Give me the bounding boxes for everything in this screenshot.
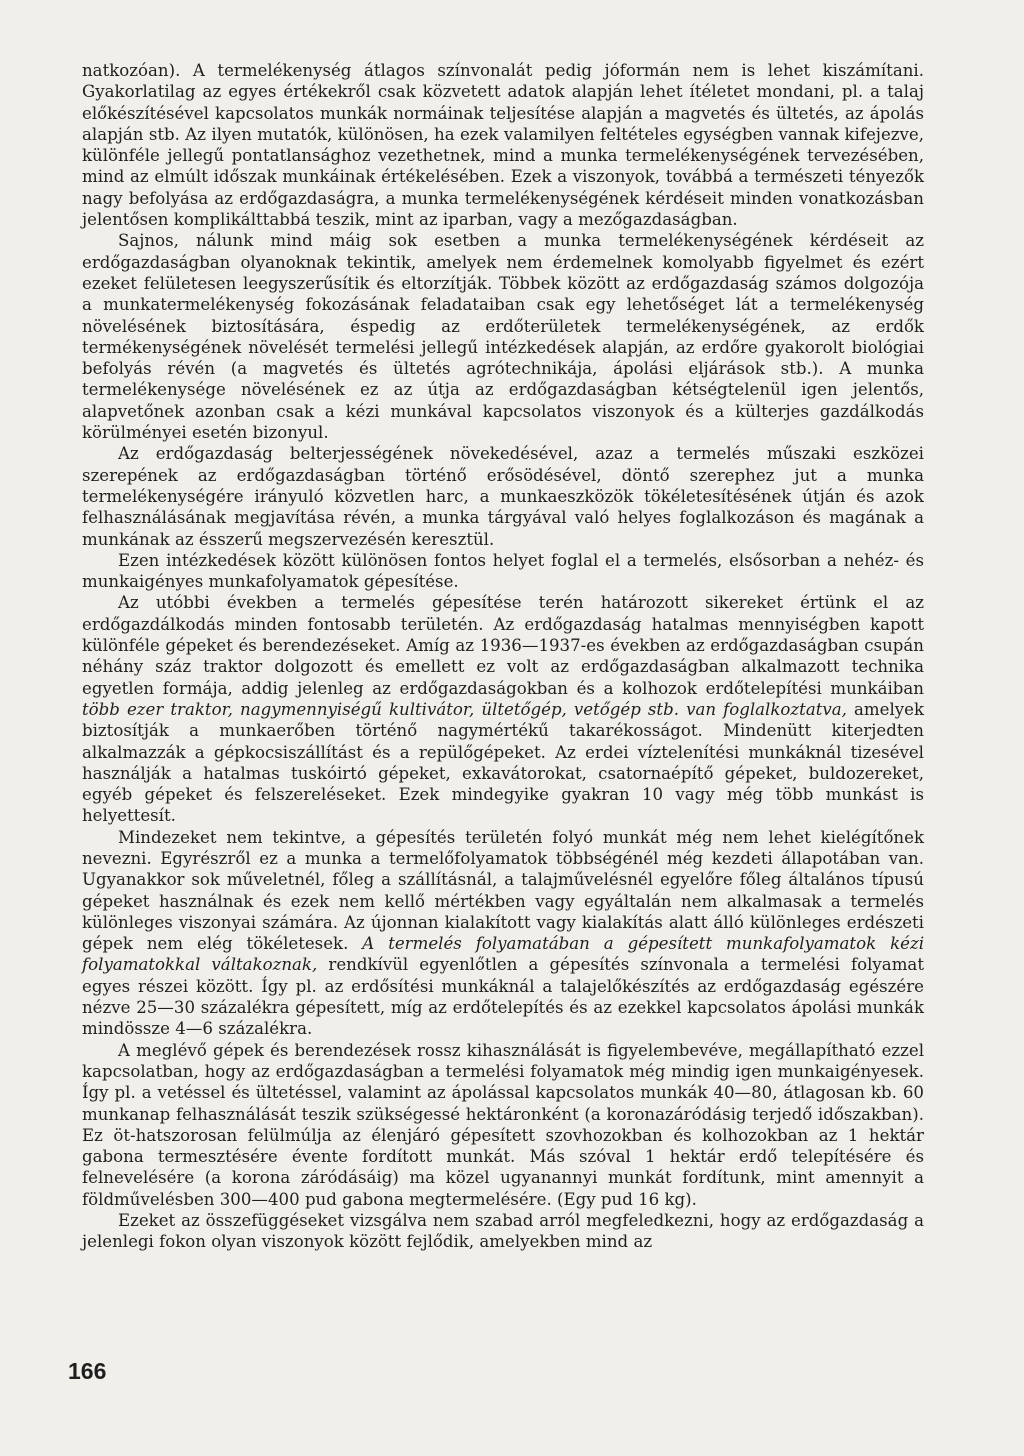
text-run: Ezeket az összefüggéseket vizsgálva nem szabad arról megfeledkezni, hogy az erdőgazdaság a jelenlegi fokon olyan viszonyok között fejlődik, amelyekben mind az — [82, 1211, 924, 1252]
page-number: 166 — [68, 1358, 107, 1384]
text-run: natkozóan). A termelékenység átlagos színvonalát pedig jóformán nem is lehet kiszámítani. Gyakorlatilag az egyes értékekről csak közvetett adatok alapján lehet ítéletet mondani, pl. a talaj előkészítésével kapcsolatos munkák normáinak teljesítése alapján a magvetés és ültetés, az ápolás alapján stb. Az ilyen mutatók, különösen, ha ezek valamilyen feltételes egységben vannak kifejezve, különféle jellegű pontatlansághoz vezethetnek, mind a munka termelékenységének tervezésében, mind az elmúlt időszak munkáinak értékelésében. Ezek a viszonyok, továbbá a természeti tényezők nagy befolyása az erdőgazdaságra, a munka termelékenységének kérdéseit minden vonatkozásban jelentősen komplikálttabbá teszik, mint az iparban, vagy a mezőgazdaságban. — [82, 61, 924, 230]
text-run: Az utóbbi években a termelés gépesítése terén határozott sikereket értünk el az erdőgazdálkodás minden fontosabb területén. Az erdőgazdaság hatalmas mennyiségben kapott különféle gépeket és berendezéseket. Amíg az 1936—1937-es években az erdőgazdaságban csupán néhány száz traktor dolgozott és emellett ez volt az erdőgazdaságban alkalmazott technika egyetlen formája, addig jelenleg az erdőgazdaságokban és a kolhozok erdőtelepítési munkáiban — [82, 593, 924, 698]
text-run: amelyek biztosítják a munkaerőben történő nagymértékű takarékosságot. Mindenütt kiterjedten alkalmazzák a gépkocsiszállítást és a repülőgépeket. Az erdei víztelenítési munkáknál tizesével használják a hatalmas tuskóirtó gépeket, exkavátorokat, csatornaépítő gépeket, buldozereket, egyéb gépeket és felszereléseket. Ezek mindegyike gyakran 10 vagy még több munkást is helyettesít. — [82, 699, 925, 826]
paragraph — [82, 60, 924, 230]
paragraph — [82, 550, 924, 593]
text-run: Sajnos, nálunk mind máig sok esetben a munka termelékenységének kérdéseit az erdőgazdaságban olyanoknak tekintik, amelyek nem érdemelnek komolyabb figyelmet és ezért ezeket felületesen leegyszerűsítik és eltorzítják. Többek között az erdőgazdaság számos dolgozója a munkatermelékenység fokozásának feladataiban csak egy lehetőséget lát a termelékenység növelésének biztosítására, éspedig az erdőterületek termelékenységének, az erdők termékenységének növelését termelési jellegű intézkedések alapján, az erdőre gyakorolt biológiai befolyás révén (a magvetés és ültetés agrótechnikája, ápolási eljárások stb.). A munka termelékenysége növelésének ez az útja az erdőgazdaságban kétségtelenül igen jelentős, alapvetőnek azonban csak a kézi munkával kapcsolatos viszonyok és a külterjes gazdálkodás körülményei esetén bizonyul. — [82, 231, 924, 443]
italic-text: A termelés folyamatában a gépesített munkafolyamatok kézi folyamatokkal váltakoznak, — [82, 934, 924, 975]
text-run: Ezen intézkedések között különösen fontos helyet foglal el a termelés, elsősorban a nehéz- és munkaigényes munkafolyamatok gépesítése. — [82, 550, 924, 592]
paragraph — [82, 827, 924, 1040]
body-text — [82, 60, 924, 1253]
text-run: rendkívül egyenlőtlen a gépesítés színvonala a termelési folyamat egyes részei között. Így pl. az erdősítési munkáknál a talajelőkészítés az erdőgazdaság egészére nézve 25—30 százalékra gépesített, míg az erdőtelepítés és az ezekkel kapcsolatos ápolási munkák mindössze 4—6 százalékra. — [82, 955, 924, 1039]
paragraph — [82, 1210, 924, 1253]
text-run: Az erdőgazdaság belterjességének növekedésével, azaz a termelés műszaki eszközei szerepének az erdőgazdaságban történő erősödésével, döntő szerephez jut a munka termelékenységére irányuló közvetlen harc, a munkaeszközök tökéletesítésének útján és azok felhasználásának megjavítása révén, a munka tárgyával való helyes foglalkozáson és magának a munkának az ésszerű megszervezésén keresztül. — [82, 444, 924, 549]
italic-text: több ezer traktor, nagymennyiségű kultivátor, ültetőgép, vetőgép stb. van foglalkoztatva, — [82, 699, 847, 719]
paragraph — [82, 443, 924, 549]
paragraph — [82, 230, 924, 443]
text-run: Mindezeket nem tekintve, a gépesítés területén folyó munkát még nem lehet kielégítőnek nevezni. Egyrészről ez a munka a termelőfolyamatok többségénél még kezdeti állapotában van. Ugyanakkor sok műveletnél, főleg a szállításnál, a talajművelésnél egyelőre főleg általános típusú gépeket használnak és ezek nem kellő mértékben vagy egyáltalán nem alkalmasak a termelés különleges viszonyai számára. Az újonnan kialakított vagy kialakítás alatt álló különleges erdészeti gépek nem elég tökéletesek. — [82, 827, 924, 954]
paragraph — [82, 592, 924, 826]
text-run: A meglévő gépek és berendezések rossz kihasználását is figyelembevéve, megállapítható ezzel kapcsolatban, hogy az erdőgazdaságban a termelési folyamatok még mindig igen munkaigényesek. Így pl. a vetéssel és ültetéssel, valamint az ápolással kapcsolatos munkák 40—80, átlagosan kb. 60 munkanap felhasználását teszik szükségessé hektáronként (a koronazáródásig terjedő időszakban). Ez öt-hatszorosan felülmúlja az élenjáró gépesített szovhozokban és kolhozokban az 1 hektár gabona termesztésére évente fordított munkát. Más szóval 1 hektár erdő telepítésére és felnevelésére (a korona záródásáig) ma közel ugyanannyi munkát fordítunk, mint amennyit a földművelésben 300—400 pud gabona megtermelésére. (Egy pud 16 kg). — [82, 1040, 924, 1209]
paragraph — [82, 1040, 924, 1210]
